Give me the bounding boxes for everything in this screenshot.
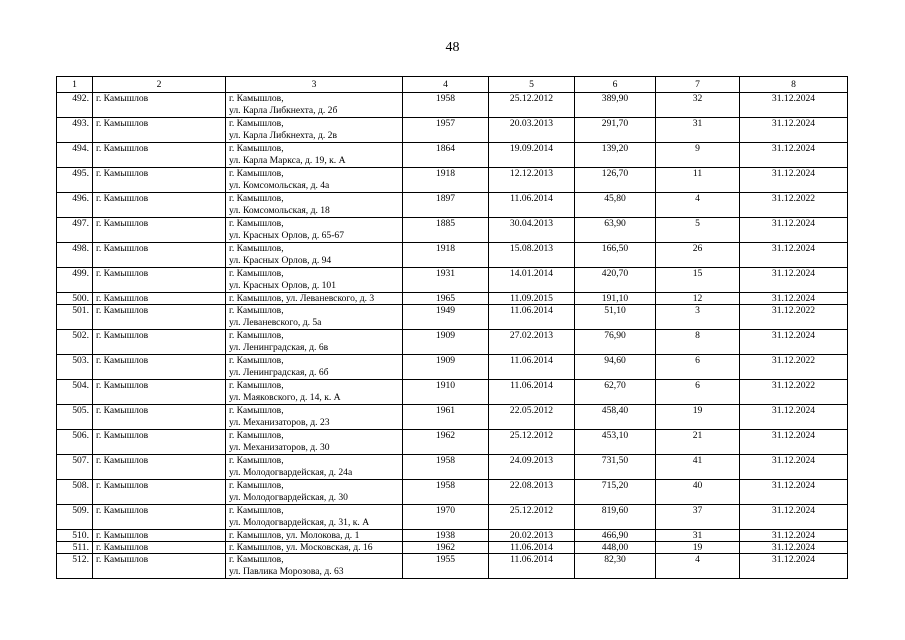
address-line: г. Камышлов, [229,168,284,179]
address-line: ул. Красных Орлов, д. 65-67 [229,230,345,241]
area-cell: 466,90 [575,530,656,542]
year-cell: 1938 [403,530,489,542]
year-cell: 1958 [403,455,489,480]
address-line: г. Камышлов, [229,455,284,466]
row-number-cell: 498. [57,243,93,268]
year-cell: 1909 [403,355,489,380]
city-cell: г. Камышлов [93,118,226,143]
address-line: г. Камышлов, [229,405,284,416]
count-cell: 3 [656,305,740,330]
count-cell: 11 [656,168,740,193]
count-cell: 41 [656,455,740,480]
city-cell: г. Камышлов [93,243,226,268]
city-cell: г. Камышлов [93,530,226,542]
address-line: г. Камышлов, [229,480,284,491]
table-row [57,193,848,218]
date-cell: 11.06.2014 [489,554,575,579]
year-cell: 1965 [403,293,489,305]
address-line: ул. Механизаторов, д. 30 [229,442,330,453]
address-cell [226,542,403,554]
address-line: г. Камышлов, [229,218,284,229]
address-line: г. Камышлов, [229,93,284,104]
address-cell [226,554,403,579]
row-number-cell: 505. [57,405,93,430]
address-line: ул. Молодогвардейская, д. 24а [229,467,353,478]
row-number-cell: 496. [57,193,93,218]
table-row [57,380,848,405]
city-cell: г. Камышлов [93,430,226,455]
area-cell: 448,00 [575,542,656,554]
table-row [57,243,848,268]
area-cell: 458,40 [575,405,656,430]
year-cell: 1910 [403,380,489,405]
column-header: 4 [403,77,489,93]
deadline-cell: 31.12.2024 [740,405,848,430]
year-cell: 1918 [403,168,489,193]
area-cell: 389,90 [575,93,656,118]
area-cell: 62,70 [575,380,656,405]
row-number-cell: 494. [57,143,93,168]
area-cell: 76,90 [575,330,656,355]
column-header: 1 [57,77,93,93]
count-cell: 12 [656,293,740,305]
area-cell: 819,60 [575,505,656,530]
row-number-cell: 501. [57,305,93,330]
address-line: г. Камышлов, ул. Молокова, д. 1 [229,530,360,541]
address-cell [226,430,403,455]
date-cell: 24.09.2013 [489,455,575,480]
table-row [57,330,848,355]
count-cell: 15 [656,268,740,293]
date-cell: 11.06.2014 [489,380,575,405]
address-cell [226,118,403,143]
city-cell: г. Камышлов [93,505,226,530]
address-cell [226,168,403,193]
area-cell: 63,90 [575,218,656,243]
table-row [57,218,848,243]
table-header-row [57,77,848,93]
date-cell: 22.05.2012 [489,405,575,430]
year-cell: 1962 [403,430,489,455]
date-cell: 20.03.2013 [489,118,575,143]
row-number-cell: 499. [57,268,93,293]
date-cell: 25.12.2012 [489,430,575,455]
row-number-cell: 503. [57,355,93,380]
area-cell: 166,50 [575,243,656,268]
address-cell [226,218,403,243]
address-line: ул. Маяковского, д. 14, к. А [229,392,341,403]
column-header: 2 [93,77,226,93]
year-cell: 1958 [403,480,489,505]
count-cell: 26 [656,243,740,268]
city-cell: г. Камышлов [93,455,226,480]
city-cell: г. Камышлов [93,193,226,218]
count-cell: 19 [656,542,740,554]
address-cell [226,268,403,293]
deadline-cell: 31.12.2024 [740,430,848,455]
date-cell: 20.02.2013 [489,530,575,542]
city-cell: г. Камышлов [93,480,226,505]
deadline-cell: 31.12.2024 [740,118,848,143]
count-cell: 40 [656,480,740,505]
address-cell [226,530,403,542]
count-cell: 5 [656,218,740,243]
city-cell: г. Камышлов [93,330,226,355]
address-cell [226,330,403,355]
address-line: ул. Карла Маркса, д. 19, к. А [229,155,346,166]
date-cell: 25.12.2012 [489,93,575,118]
year-cell: 1958 [403,93,489,118]
city-cell: г. Камышлов [93,168,226,193]
year-cell: 1957 [403,118,489,143]
deadline-cell: 31.12.2022 [740,380,848,405]
deadline-cell: 31.12.2022 [740,193,848,218]
address-cell [226,455,403,480]
deadline-cell: 31.12.2024 [740,268,848,293]
table-row [57,268,848,293]
address-line: г. Камышлов, [229,430,284,441]
address-cell [226,305,403,330]
date-cell: 19.09.2014 [489,143,575,168]
city-cell: г. Камышлов [93,405,226,430]
table-row [57,143,848,168]
city-cell: г. Камышлов [93,293,226,305]
deadline-cell: 31.12.2024 [740,218,848,243]
address-line: ул. Красных Орлов, д. 94 [229,255,332,266]
column-header: 5 [489,77,575,93]
count-cell: 31 [656,118,740,143]
date-cell: 30.04.2013 [489,218,575,243]
city-cell: г. Камышлов [93,355,226,380]
count-cell: 31 [656,530,740,542]
city-cell: г. Камышлов [93,554,226,579]
row-number-cell: 507. [57,455,93,480]
count-cell: 21 [656,430,740,455]
row-number-cell: 493. [57,118,93,143]
column-header: 8 [740,77,848,93]
deadline-cell: 31.12.2022 [740,305,848,330]
deadline-cell: 31.12.2024 [740,143,848,168]
area-cell: 191,10 [575,293,656,305]
deadline-cell: 31.12.2024 [740,293,848,305]
row-number-cell: 512. [57,554,93,579]
date-cell: 12.12.2013 [489,168,575,193]
address-cell [226,505,403,530]
table-row [57,118,848,143]
address-cell [226,93,403,118]
area-cell: 731,50 [575,455,656,480]
table-row [57,168,848,193]
area-cell: 139,20 [575,143,656,168]
row-number-cell: 500. [57,293,93,305]
year-cell: 1955 [403,554,489,579]
address-line: ул. Комсомольская, д. 18 [229,205,330,216]
row-number-cell: 506. [57,430,93,455]
year-cell: 1918 [403,243,489,268]
table-row [57,355,848,380]
area-cell: 45,80 [575,193,656,218]
deadline-cell: 31.12.2024 [740,330,848,355]
address-line: ул. Молодогвардейская, д. 30 [229,492,348,503]
count-cell: 4 [656,554,740,579]
address-cell [226,380,403,405]
deadline-cell: 31.12.2024 [740,505,848,530]
deadline-cell: 31.12.2024 [740,93,848,118]
deadline-cell: 31.12.2024 [740,243,848,268]
area-cell: 420,70 [575,268,656,293]
deadline-cell: 31.12.2024 [740,554,848,579]
row-number-cell: 511. [57,542,93,554]
city-cell: г. Камышлов [93,542,226,554]
address-line: ул. Ленинградская, д. 6в [229,342,329,353]
row-number-cell: 495. [57,168,93,193]
year-cell: 1897 [403,193,489,218]
address-cell [226,480,403,505]
address-line: г. Камышлов, [229,505,284,516]
year-cell: 1949 [403,305,489,330]
area-cell: 82,30 [575,554,656,579]
date-cell: 14.01.2014 [489,268,575,293]
row-number-cell: 508. [57,480,93,505]
column-header: 3 [226,77,403,93]
year-cell: 1961 [403,405,489,430]
row-number-cell: 492. [57,93,93,118]
date-cell: 11.06.2014 [489,355,575,380]
row-number-cell: 509. [57,505,93,530]
count-cell: 37 [656,505,740,530]
table-row [57,455,848,480]
address-line: ул. Карла Либкнехта, д. 2б [229,105,338,116]
address-cell [226,405,403,430]
address-line: ул. Карла Либкнехта, д. 2в [229,130,337,141]
address-line: г. Камышлов, [229,193,284,204]
table-row [57,305,848,330]
page-number: 48 [445,40,460,55]
deadline-cell: 31.12.2024 [740,530,848,542]
city-cell: г. Камышлов [93,268,226,293]
column-header: 7 [656,77,740,93]
area-cell: 291,70 [575,118,656,143]
count-cell: 4 [656,193,740,218]
address-line: ул. Молодогвардейская, д. 31, к. А [229,517,370,528]
year-cell: 1970 [403,505,489,530]
table-row [57,554,848,579]
area-cell: 51,10 [575,305,656,330]
row-number-cell: 510. [57,530,93,542]
city-cell: г. Камышлов [93,380,226,405]
table-row [57,480,848,505]
address-line: ул. Леваневского, д. 5а [229,317,322,328]
table-row [57,405,848,430]
city-cell: г. Камышлов [93,218,226,243]
date-cell: 11.06.2014 [489,542,575,554]
address-line: ул. Механизаторов, д. 23 [229,417,330,428]
column-header: 6 [575,77,656,93]
year-cell: 1909 [403,330,489,355]
date-cell: 11.06.2014 [489,305,575,330]
year-cell: 1962 [403,542,489,554]
date-cell: 25.12.2012 [489,505,575,530]
row-number-cell: 504. [57,380,93,405]
area-cell: 94,60 [575,355,656,380]
address-cell [226,293,403,305]
year-cell: 1885 [403,218,489,243]
address-line: г. Камышлов, [229,118,284,129]
year-cell: 1931 [403,268,489,293]
address-line: ул. Красных Орлов, д. 101 [229,280,337,291]
date-cell: 27.02.2013 [489,330,575,355]
area-cell: 715,20 [575,480,656,505]
table-row [57,542,848,554]
address-cell [226,243,403,268]
row-number-cell: 497. [57,218,93,243]
area-cell: 126,70 [575,168,656,193]
address-line: г. Камышлов, [229,330,284,341]
date-cell: 22.08.2013 [489,480,575,505]
date-cell: 11.06.2014 [489,193,575,218]
deadline-cell: 31.12.2024 [740,542,848,554]
address-line: г. Камышлов, [229,355,284,366]
date-cell: 11.09.2015 [489,293,575,305]
address-line: г. Камышлов, [229,243,284,254]
address-cell [226,193,403,218]
deadline-cell: 31.12.2022 [740,355,848,380]
address-cell [226,355,403,380]
count-cell: 6 [656,380,740,405]
table-body [57,93,848,579]
year-cell: 1864 [403,143,489,168]
city-cell: г. Камышлов [93,305,226,330]
count-cell: 8 [656,330,740,355]
count-cell: 32 [656,93,740,118]
count-cell: 19 [656,405,740,430]
address-line: г. Камышлов, [229,143,284,154]
address-line: ул. Ленинградская, д. 6б [229,367,329,378]
table-row [57,505,848,530]
table-row [57,530,848,542]
count-cell: 9 [656,143,740,168]
count-cell: 6 [656,355,740,380]
address-line: г. Камышлов, [229,268,284,279]
address-line: г. Камышлов, [229,380,284,391]
address-line: ул. Комсомольская, д. 4а [229,180,330,191]
deadline-cell: 31.12.2024 [740,455,848,480]
area-cell: 453,10 [575,430,656,455]
address-line: ул. Павлика Морозова, д. 63 [229,566,344,577]
housing-table [56,76,848,579]
city-cell: г. Камышлов [93,143,226,168]
address-line: г. Камышлов, ул. Леваневского, д. 3 [229,293,375,304]
address-line: г. Камышлов, ул. Московская, д. 16 [229,542,373,553]
table-row [57,293,848,305]
table-row [57,430,848,455]
table-row [57,93,848,118]
address-line: г. Камышлов, [229,554,284,565]
deadline-cell: 31.12.2024 [740,480,848,505]
row-number-cell: 502. [57,330,93,355]
deadline-cell: 31.12.2024 [740,168,848,193]
address-cell [226,143,403,168]
address-line: г. Камышлов, [229,305,284,316]
city-cell: г. Камышлов [93,93,226,118]
date-cell: 15.08.2013 [489,243,575,268]
